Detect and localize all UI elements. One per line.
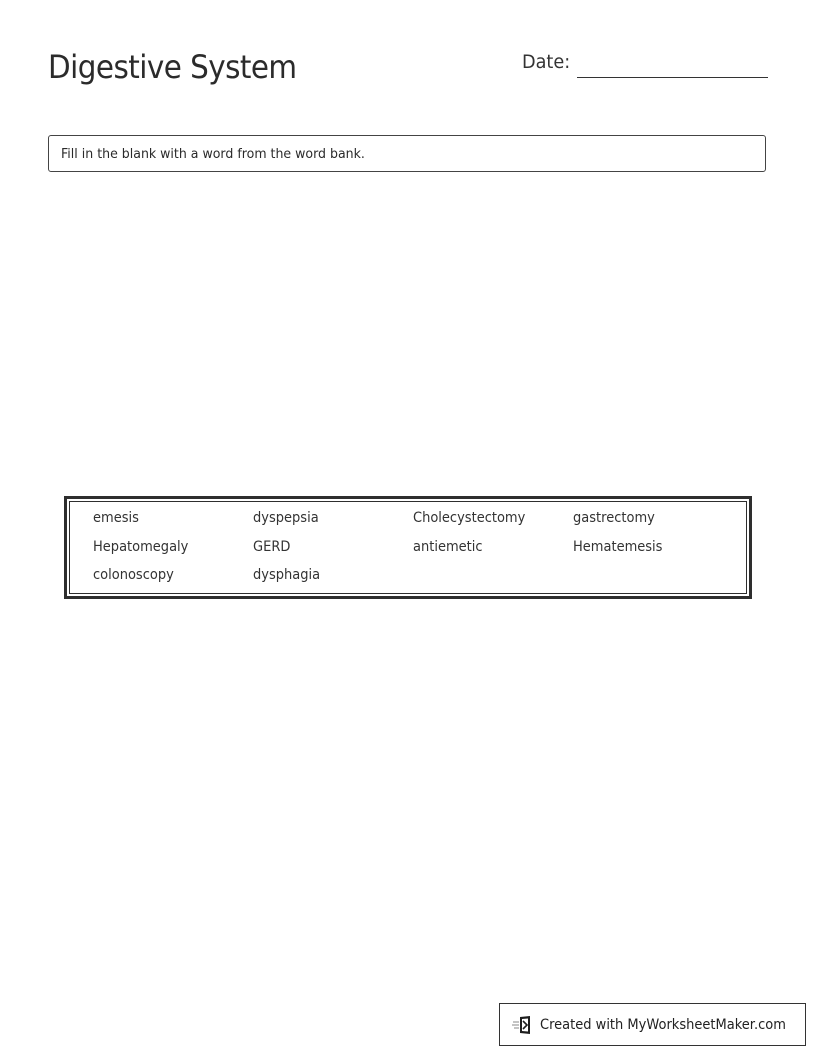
word-bank-item: colonoscopy: [93, 567, 174, 583]
word-bank-item: dysphagia: [253, 567, 321, 583]
date-label: Date:: [522, 51, 571, 73]
word-bank-item: gastrectomy: [573, 510, 655, 526]
word-bank-item: Cholecystectomy: [413, 510, 526, 526]
worksheet-maker-logo-icon: [512, 1014, 534, 1036]
footer-badge[interactable]: [499, 1003, 806, 1046]
instructions-box: [48, 135, 766, 172]
instructions-text: Fill in the blank with a word from the word bank.: [61, 145, 365, 162]
word-bank-item: emesis: [93, 510, 139, 526]
page-title: Digestive System: [48, 48, 297, 86]
word-bank-item: dyspepsia: [253, 510, 319, 526]
word-bank-item: Hematemesis: [573, 539, 663, 555]
footer-credit-text: Created with MyWorksheetMaker.com: [540, 1016, 786, 1033]
word-bank-item: Hepatomegaly: [93, 539, 189, 555]
word-bank-item: GERD: [253, 539, 291, 555]
word-bank-item: antiemetic: [413, 539, 483, 555]
date-field-group: [522, 51, 574, 73]
date-blank-line[interactable]: [577, 77, 768, 78]
